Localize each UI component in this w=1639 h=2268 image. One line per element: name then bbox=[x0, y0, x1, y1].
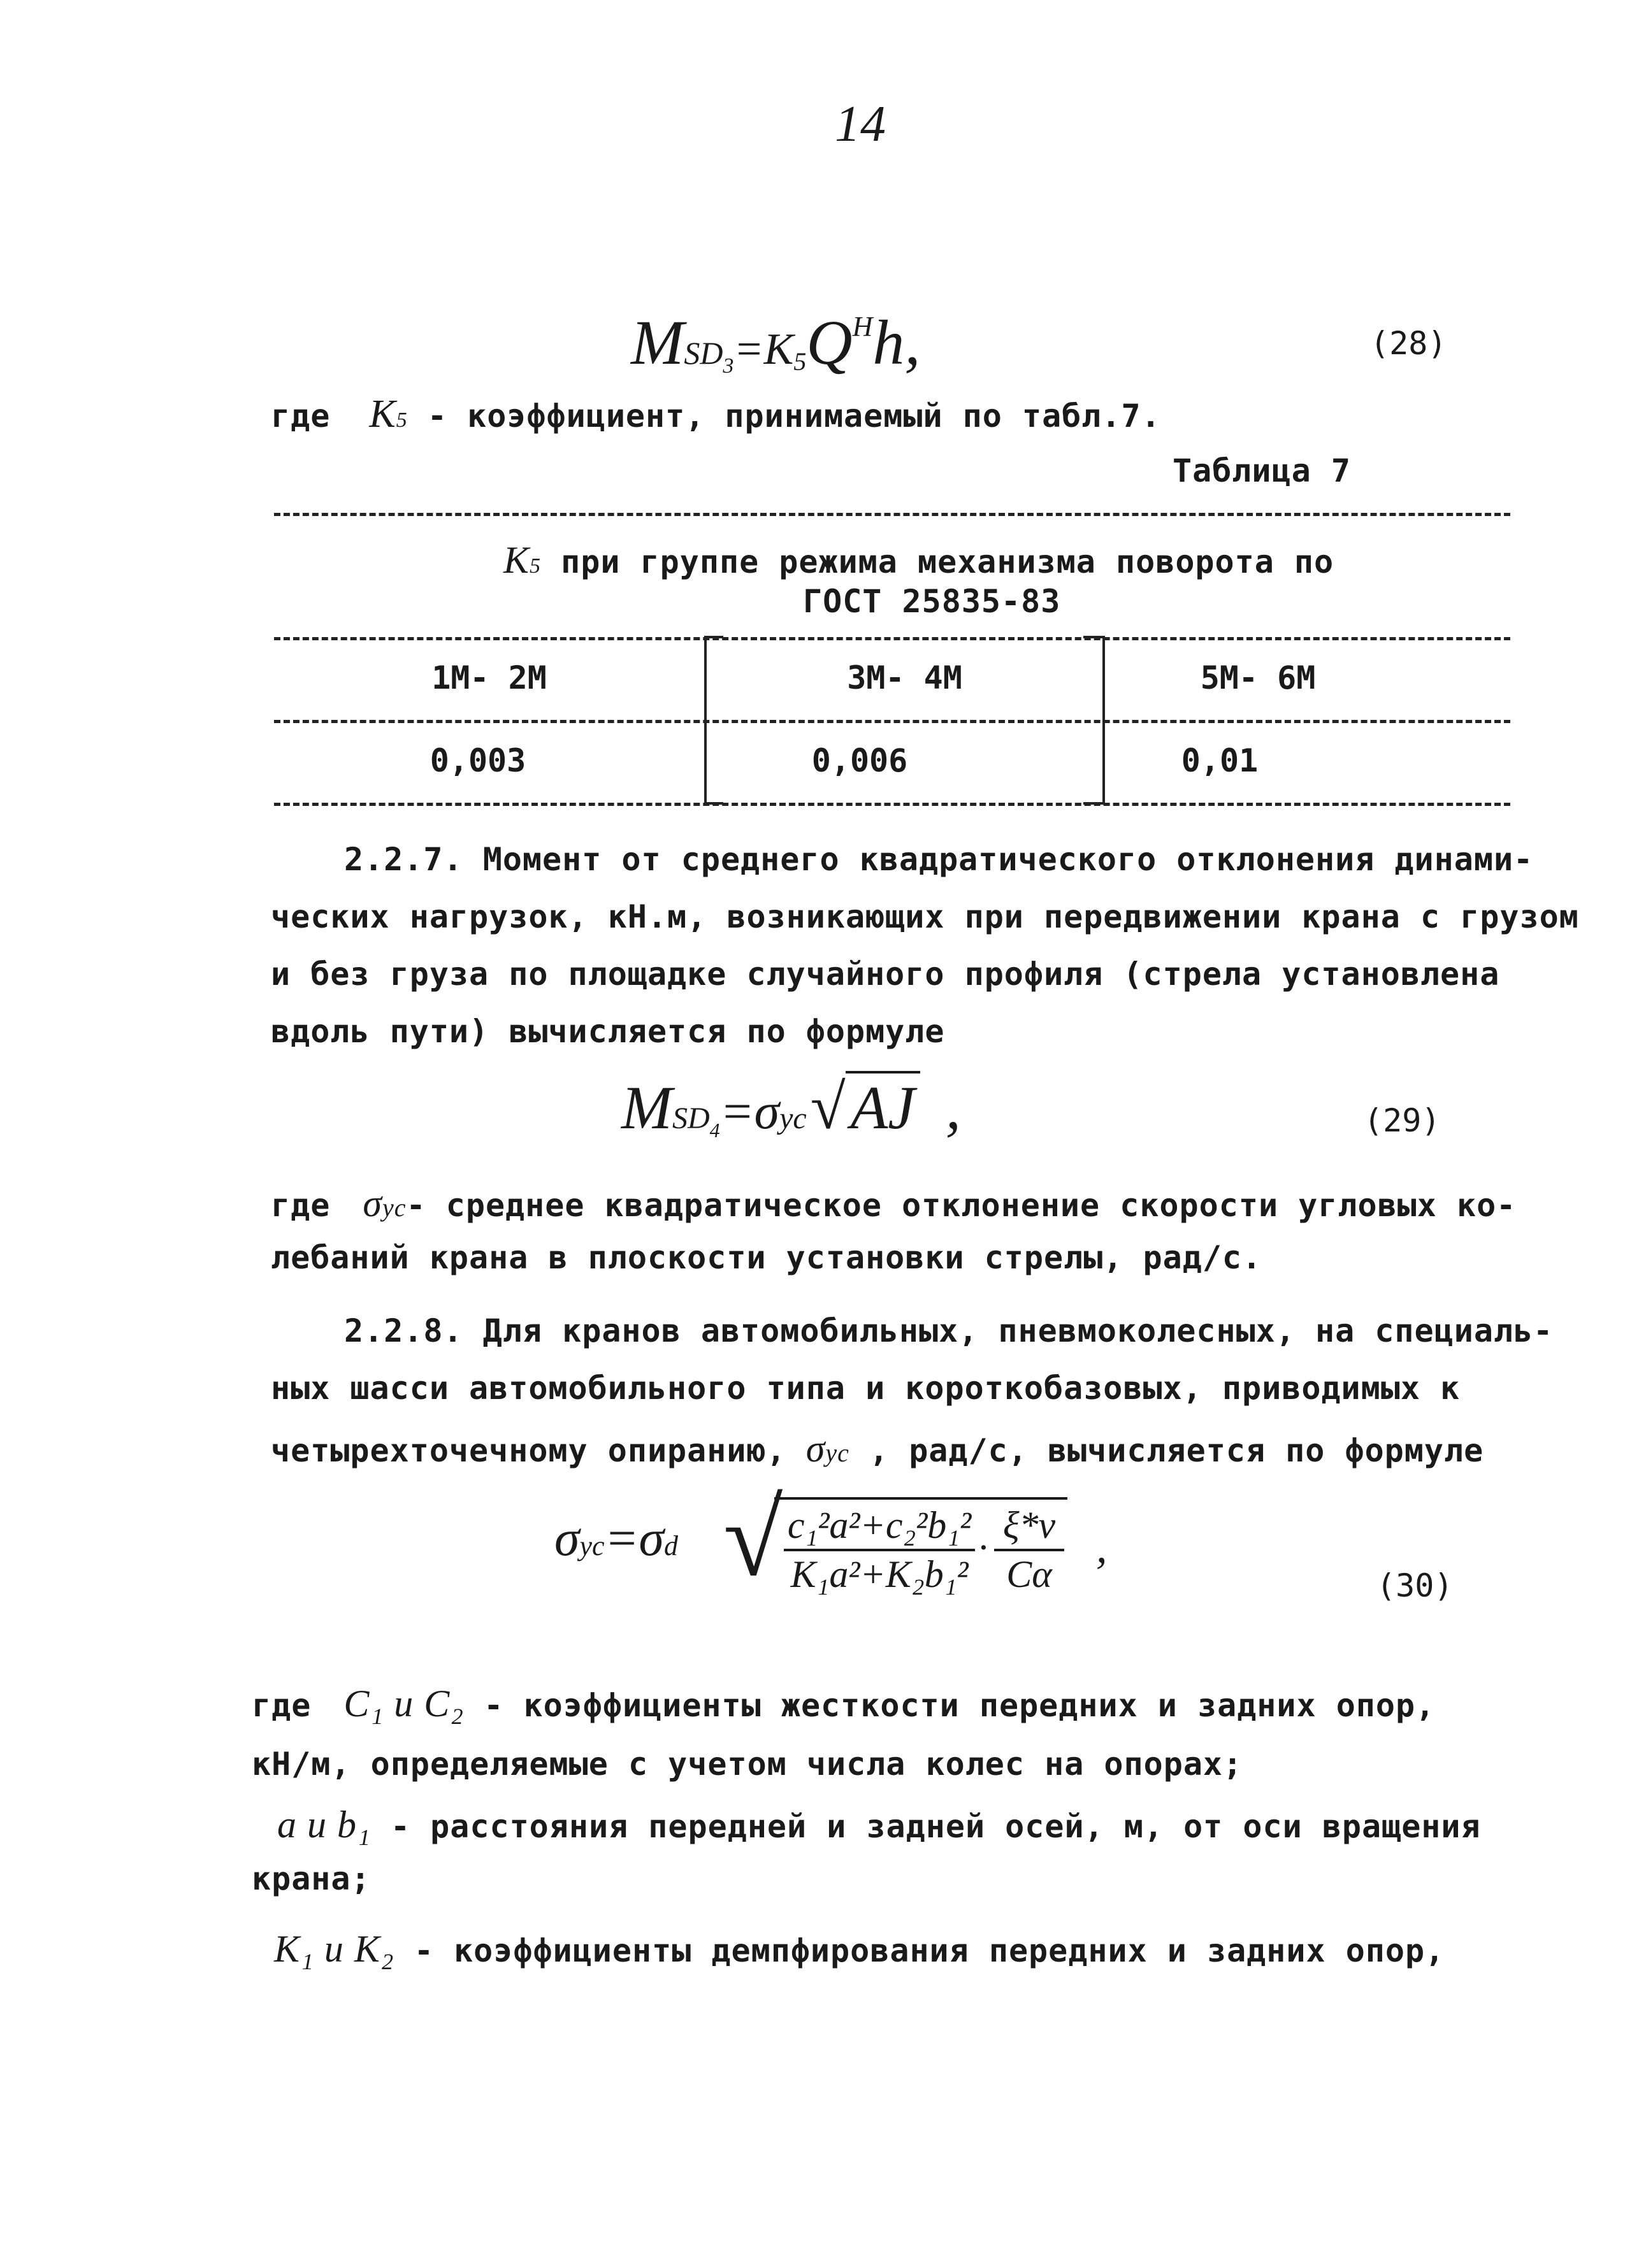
table-header-k5: K bbox=[503, 539, 530, 581]
table-top-rule bbox=[274, 513, 1510, 516]
formula-30-fraction-1 bbox=[784, 1504, 975, 1597]
sigma-yc-inline-sub: yc bbox=[825, 1439, 849, 1467]
table-divider-foot-1 bbox=[704, 802, 723, 805]
table-divider-cap-1 bbox=[704, 636, 723, 638]
formula-29-radical-icon: √ bbox=[810, 1072, 846, 1142]
where-symbols: a и b₁ bbox=[277, 1804, 371, 1846]
equation-number-30: (30) bbox=[1376, 1567, 1454, 1604]
formula-29-root: AJ bbox=[846, 1071, 920, 1142]
table-cell-value: 0,006 bbox=[811, 742, 908, 779]
sigma-yc-symbol: σ bbox=[363, 1182, 383, 1224]
formula-29-rhs-sub: yc bbox=[779, 1102, 807, 1135]
where-symbols: K₁ и K₂ bbox=[274, 1928, 394, 1970]
where-sigma-line2: лебаний крана в плоскости установки стрелы, рад/с. bbox=[271, 1239, 1262, 1276]
table-header-line2: ГОСТ 25835-83 bbox=[803, 583, 1061, 620]
formula-30-fraction-bar-2 bbox=[994, 1549, 1064, 1551]
where-text: - расстояния передней и задней осей, м, от оси вращения bbox=[390, 1808, 1481, 1845]
where-text: - коэффициенты жесткости передних и задних опор, bbox=[484, 1687, 1436, 1724]
formula-28-q: Q bbox=[806, 307, 853, 378]
formula-30 bbox=[554, 1510, 678, 1568]
table-cell-value: 0,01 bbox=[1181, 742, 1259, 779]
where-list-item: кН/м, определяемые с учетом числа колес на опорах; bbox=[252, 1746, 1243, 1783]
formula-30-numerator-2: ξ*v bbox=[1002, 1504, 1056, 1546]
formula-30-fraction-2 bbox=[994, 1504, 1064, 1597]
paragraph-228-line: ных шасси автомобильного типа и короткобазовых, приводимых к bbox=[271, 1370, 1461, 1407]
formula-29-rhs: =σ bbox=[719, 1084, 780, 1140]
formula-28-lhs-subsub: 3 bbox=[723, 354, 734, 378]
formula-30-comma: , bbox=[1096, 1523, 1108, 1572]
paragraph-228-text-after: , рад/с, вычисляется по формуле bbox=[869, 1432, 1484, 1469]
where-prefix: где bbox=[271, 398, 331, 434]
formula-30-lhs-sub: yc bbox=[579, 1530, 605, 1561]
table-cell-value: 0,003 bbox=[430, 742, 526, 779]
where-k5-text: - коэффициент, принимаемый по табл.7. bbox=[427, 398, 1161, 434]
where-k5-line bbox=[271, 392, 1161, 437]
formula-30-radical-icon: √ bbox=[723, 1479, 783, 1598]
page-number: 14 bbox=[835, 96, 886, 152]
table-header-rule bbox=[274, 637, 1510, 640]
where-list-item bbox=[274, 1927, 1445, 1971]
formula-30-denominator-2: Cα bbox=[1006, 1553, 1052, 1595]
table-divider-foot-2 bbox=[1083, 802, 1102, 805]
formula-28-h: h, bbox=[872, 307, 921, 378]
formula-28-rhs-sub: 5 bbox=[793, 347, 807, 376]
formula-28 bbox=[631, 306, 920, 379]
where-prefix: где bbox=[252, 1687, 312, 1724]
table-caption: Таблица 7 bbox=[1173, 452, 1351, 489]
formula-30-dot: · bbox=[978, 1526, 988, 1568]
formula-30-denominator: K₁a²+K₂b₁² bbox=[790, 1553, 969, 1595]
where-text: - коэффициенты демпфирования передних и задних опор, bbox=[414, 1932, 1445, 1969]
formula-30-numerator: c₁²a²+c₂²b₁² bbox=[787, 1504, 972, 1546]
formula-28-lhs: M bbox=[631, 307, 684, 378]
sigma-yc-inline-symbol: σ bbox=[805, 1428, 826, 1470]
paragraph-227-line: ческих нагрузок, кН.м, возникающих при передвижении крана с грузом bbox=[271, 898, 1579, 935]
formula-29-lhs-subsub: 4 bbox=[709, 1119, 720, 1142]
formula-28-q-sup: H bbox=[852, 311, 873, 342]
table-middle-rule bbox=[274, 720, 1510, 723]
formula-30-eq: =σ bbox=[604, 1511, 664, 1567]
k5-symbol: K bbox=[369, 392, 396, 436]
table-header-line1: при группе режима механизма поворота по bbox=[561, 543, 1334, 580]
table-divider-cap-2 bbox=[1083, 636, 1102, 638]
formula-29-lhs: M bbox=[621, 1073, 672, 1142]
table-column-header: 3М- 4М bbox=[847, 659, 962, 696]
equation-number-29: (29) bbox=[1364, 1102, 1441, 1139]
where-symbols: C₁ и C₂ bbox=[343, 1683, 465, 1725]
k5-symbol-sub: 5 bbox=[396, 408, 408, 432]
where-list-item bbox=[277, 1803, 1481, 1847]
table-column-header: 5М- 6М bbox=[1200, 659, 1316, 696]
paragraph-227-line: и без груза по площадке случайного профиля (стрела установлена bbox=[271, 956, 1500, 993]
paragraph-228-line bbox=[271, 1427, 1484, 1471]
where-sigma-text1: - среднее квадратическое отклонение скорости угловых ко- bbox=[406, 1187, 1517, 1224]
where-list-item: крана; bbox=[252, 1860, 371, 1897]
table-bottom-rule bbox=[274, 803, 1510, 806]
paragraph-227-line: вдоль пути) вычисляется по формуле bbox=[271, 1013, 945, 1050]
where-prefix: где bbox=[271, 1187, 331, 1224]
table-header-k5-sub: 5 bbox=[530, 554, 542, 578]
formula-30-fraction-bar bbox=[784, 1549, 975, 1551]
paragraph-228-line: 2.2.8. Для кранов автомобильных, пневмоколесных, на специаль- bbox=[344, 1312, 1554, 1349]
formula-30-radical-bar bbox=[774, 1497, 1067, 1500]
where-sigma-line1 bbox=[271, 1182, 1516, 1226]
formula-28-lhs-sub: SD bbox=[684, 335, 723, 371]
paragraph-227-line: 2.2.7. Момент от среднего квадратического отклонения динами- bbox=[344, 841, 1534, 878]
paragraph-228-text-before: четырехточечному опиранию, bbox=[271, 1432, 786, 1469]
formula-29-comma: , bbox=[945, 1073, 961, 1142]
formula-29 bbox=[621, 1070, 961, 1144]
formula-30-eq-sub: d bbox=[663, 1530, 678, 1561]
formula-30-lhs: σ bbox=[554, 1511, 580, 1567]
equation-number-28: (28) bbox=[1370, 325, 1447, 362]
sigma-yc-symbol-sub: yc bbox=[382, 1193, 407, 1222]
formula-29-lhs-sub: SD bbox=[672, 1102, 710, 1135]
where-list-item bbox=[252, 1682, 1435, 1726]
table-column-header: 1М- 2М bbox=[431, 659, 547, 696]
table-header bbox=[503, 538, 1334, 582]
formula-28-rhs: =K bbox=[733, 325, 794, 374]
